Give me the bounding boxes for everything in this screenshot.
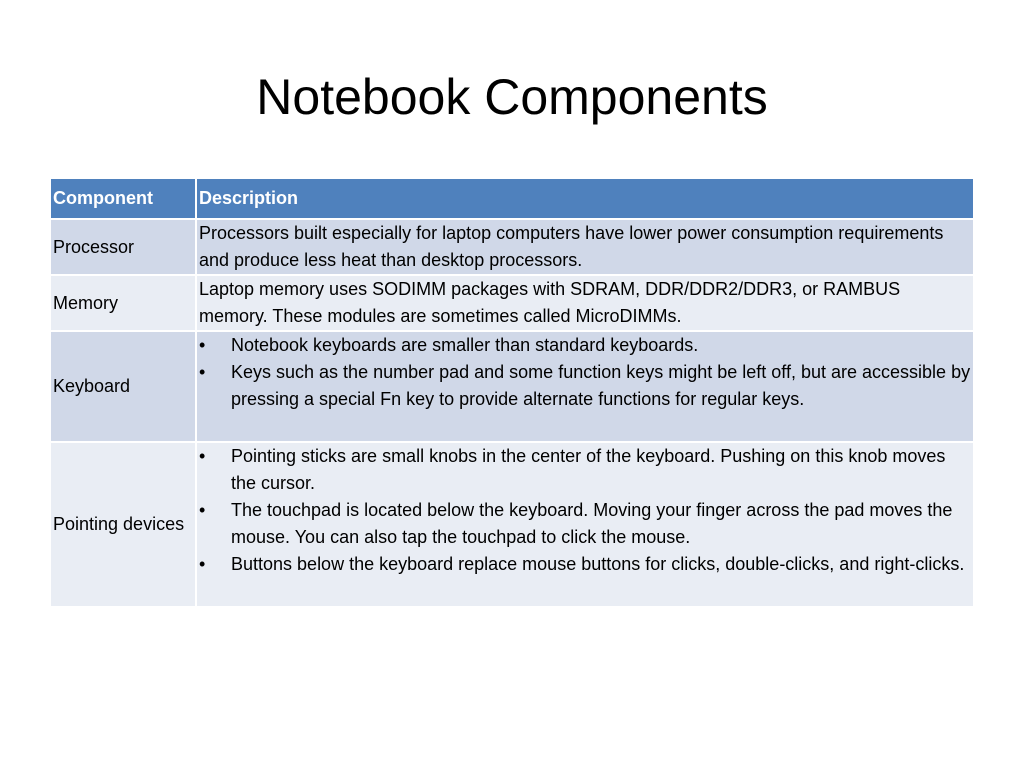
bullet-icon: • (199, 362, 206, 382)
table-header-row (51, 179, 973, 219)
list-item-text: Pointing sticks are small knobs in the center of the keyboard. Pushing on this knob moves the cursor. (231, 446, 946, 493)
table-row-memory (51, 275, 973, 331)
header-component: Component (51, 179, 196, 219)
list-item-text: Keys such as the number pad and some function keys might be left off, but are accessible by pressing a special Fn key to provide alternate functions for regular keys. (231, 362, 971, 409)
header-description: Description (196, 179, 973, 219)
row-component-cell: Keyboard (51, 331, 196, 442)
list-item-text: The touchpad is located below the keyboard. Moving your finger across the pad moves the mouse. You can also tap the touchpad to click the mouse. (231, 500, 953, 547)
bullet-icon: • (199, 554, 206, 574)
bullet-icon: • (199, 335, 206, 355)
list-item (199, 443, 971, 497)
row-component-cell: Memory (51, 275, 196, 331)
components-table-container (51, 179, 973, 608)
list-item-text: Notebook keyboards are smaller than standard keyboards. (231, 335, 699, 355)
list-item (199, 551, 971, 578)
list-item (199, 332, 971, 359)
row-component-cell: Processor (51, 219, 196, 275)
table-row-keyboard (51, 331, 973, 442)
slide-title: Notebook Components (256, 69, 768, 125)
components-table (51, 179, 973, 608)
row-description-cell (196, 331, 973, 442)
list-item (199, 359, 971, 413)
bullet-icon: • (199, 500, 206, 520)
row-description-cell (196, 442, 973, 607)
bullet-list (199, 443, 971, 578)
table-row-pointing-devices (51, 442, 973, 607)
list-item (199, 497, 971, 551)
bullet-list (199, 332, 971, 413)
bullet-icon: • (199, 446, 206, 466)
row-description-cell: Laptop memory uses SODIMM packages with SDRAM, DDR/DDR2/DDR3, or RAMBUS memory. These modules are sometimes called MicroDIMMs. (196, 275, 973, 331)
row-component-cell: Pointing devices (51, 442, 196, 607)
table-row-processor (51, 219, 973, 275)
row-description-cell: Processors built especially for laptop computers have lower power consumption requirements and produce less heat than desktop processors. (196, 219, 973, 275)
list-item-text: Buttons below the keyboard replace mouse buttons for clicks, double-clicks, and right-clicks. (231, 554, 965, 574)
